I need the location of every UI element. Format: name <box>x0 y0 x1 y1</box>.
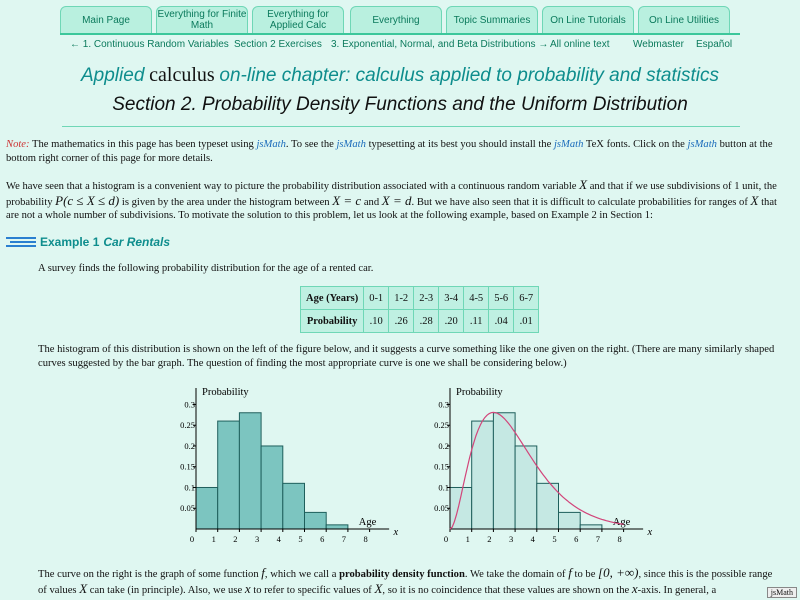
math-var: X <box>374 580 383 596</box>
table-cell: 1-2 <box>389 287 414 310</box>
y-tick-label: 0.05 <box>434 503 449 514</box>
jsmath-term: jsMath <box>687 139 717 150</box>
y-tick-label: 0.15 <box>180 461 195 472</box>
note-paragraph <box>6 138 792 165</box>
tab-finite-math[interactable]: Everything for Finite Math <box>156 6 248 34</box>
table-cell: 4-5 <box>464 287 489 310</box>
tab-online-utilities[interactable]: On Line Utilities <box>638 6 730 34</box>
webmaster-link[interactable]: Webmaster <box>633 39 684 50</box>
intro-text: and that if we use subdivisions of 1 unit, the probability <box>6 181 777 208</box>
math-expr: P(c ≤ X ≤ d) <box>55 192 120 208</box>
x-tick-label: 8 <box>617 534 622 544</box>
table-cell: .28 <box>414 310 439 333</box>
main-nav-tabs <box>60 6 740 34</box>
y-axis-label: Probability <box>456 387 503 398</box>
intro-paragraph <box>6 178 792 223</box>
y-tick-label: 0.25 <box>180 420 195 431</box>
table-cell: 3-4 <box>439 287 464 310</box>
y-tick-label: 0.3 <box>184 399 195 410</box>
histogram-bar <box>239 413 261 529</box>
x-tick-label: 8 <box>363 534 368 544</box>
math-var: x <box>244 580 251 596</box>
table-cell: .26 <box>389 310 414 333</box>
note-text: The mathematics in this page has been typeset using <box>29 139 257 150</box>
section-title: Section 2. Probability Density Functions and the Uniform Distribution <box>112 94 688 115</box>
x-tick-label: 1 <box>211 534 216 544</box>
closing-text: can take (in principle). Also, we use <box>87 584 245 596</box>
note-text: typesetting at its best you should install the <box>365 139 554 150</box>
histogram-chart-left <box>180 382 412 544</box>
histogram-bar <box>493 413 515 529</box>
closing-text: -axis. In general, a <box>637 584 717 596</box>
math-var: f <box>261 565 265 580</box>
tab-topic-summaries[interactable]: Topic Summaries <box>446 6 538 34</box>
example-name: Car Rentals <box>103 235 171 249</box>
espanol-link[interactable]: Español <box>696 39 733 50</box>
x-tick-label: 7 <box>341 534 347 544</box>
y-tick-label: 0.3 <box>438 399 449 410</box>
probability-table <box>300 286 539 333</box>
y-tick-label: 0.1 <box>438 482 449 493</box>
prev-section-link[interactable]: ← 1. Continuous Random Variables <box>70 39 229 50</box>
math-expr: X = c <box>332 192 362 208</box>
y-tick-label: 0.05 <box>180 503 195 514</box>
table-row <box>301 310 539 333</box>
table-row <box>301 287 539 310</box>
x-axis-variable: x <box>393 527 399 538</box>
closing-text: , since this is the possible range of values <box>38 569 773 596</box>
histogram-bar <box>261 446 283 529</box>
x-tick-label: 6 <box>574 534 579 544</box>
histogram-bar <box>305 512 327 529</box>
y-tick-label: 0.25 <box>434 420 449 431</box>
histogram-paragraph: The histogram of this distribution is shown on the left of the figure below, and it suggests a curve something like the one given on the right. (There are many similarly shaped curves suggested by the bar graph. The question of finding the most appropriate curve is one we shall be considering below.) <box>38 344 775 369</box>
closing-text: , which we call a <box>264 569 340 580</box>
math-var: X <box>579 177 588 192</box>
histogram-chart-right <box>434 382 666 544</box>
histogram-bar <box>559 512 581 529</box>
table-cell: .01 <box>514 310 539 333</box>
table-cell: 6-7 <box>514 287 539 310</box>
intro-text: We have seen that a histogram is a convenient way to picture the probability distribution associated with a continuous random variable <box>6 181 580 192</box>
histogram-bar <box>218 421 240 529</box>
y-tick-label: 0.15 <box>434 461 449 472</box>
math-var: x <box>631 580 638 596</box>
table-cell: 2-3 <box>414 287 439 310</box>
exercises-link[interactable]: Section 2 Exercises <box>234 39 322 50</box>
tab-main-page[interactable]: Main Page <box>60 6 152 34</box>
histogram-bar <box>283 483 305 529</box>
x-tick-label: 4 <box>530 534 535 544</box>
chapter-title <box>0 64 800 87</box>
tab-applied-calc[interactable]: Everything for Applied Calc <box>252 6 344 34</box>
x-axis-variable: x <box>647 527 653 538</box>
closing-text: , so it is no coincidence that these values are shown on the <box>382 584 632 596</box>
x-tick-label: 2 <box>233 534 238 544</box>
y-axis-label: Probability <box>202 387 249 398</box>
example-number: Example 1 <box>40 235 100 249</box>
x-tick-label: 2 <box>487 534 492 544</box>
x-axis-label: Age <box>612 517 631 528</box>
table-cell: 5-6 <box>489 287 514 310</box>
sub-nav <box>0 39 800 53</box>
closing-text: . We take the domain of <box>464 569 569 580</box>
math-expr: [0, +∞) <box>598 565 639 580</box>
note-text: TeX fonts. Click on the <box>583 139 688 150</box>
closing-paragraph <box>38 566 773 597</box>
table-header-probability: Probability <box>301 310 364 333</box>
intro-text: . But we have also seen that it is difficult to calculate probabilities for ranges of <box>411 196 751 208</box>
math-expr: X = d <box>381 192 412 208</box>
math-var: f <box>568 565 572 580</box>
x-tick-label: 3 <box>508 534 514 544</box>
closing-text: to be <box>571 569 599 580</box>
table-cell: .11 <box>464 310 489 333</box>
title-divider <box>62 126 740 127</box>
jsmath-link[interactable]: jsMath <box>256 139 286 150</box>
histogram-bar <box>326 525 348 529</box>
x-tick-label: 5 <box>552 534 557 544</box>
table-cell: .04 <box>489 310 514 333</box>
intro-text: and <box>361 196 382 208</box>
jsmath-term: jsMath <box>336 139 366 150</box>
table-cell: 0-1 <box>364 287 389 310</box>
section-lines-icon <box>6 235 36 249</box>
math-var: X <box>79 580 88 596</box>
example-lead: A survey finds the following probability distribution for the age of a rented car. <box>38 263 374 274</box>
note-text: . To see the <box>285 139 337 150</box>
table-cell: .20 <box>439 310 464 333</box>
title-applied: Applied <box>81 65 145 86</box>
y-tick-label: 0.2 <box>184 440 195 451</box>
histogram-bar <box>196 487 218 529</box>
x-tick-label: 6 <box>320 534 325 544</box>
tab-online-tutorials[interactable]: On Line Tutorials <box>542 6 634 34</box>
closing-text: The curve on the right is the graph of some function <box>38 569 262 580</box>
x-tick-label: 0 <box>443 534 449 544</box>
histogram-bar <box>580 525 602 529</box>
jsmath-button[interactable]: jsMath <box>767 587 797 598</box>
all-online-text-link[interactable]: All online text <box>550 39 610 50</box>
x-tick-label: 4 <box>276 534 281 544</box>
x-tick-label: 7 <box>595 534 601 544</box>
table-cell: .10 <box>364 310 389 333</box>
intro-text: that are not a whole number of subdivisions. To motivate the solution to this problem, let us look at the following example, based on Example 2 in Section 1: <box>6 196 778 221</box>
title-calculus: calculus <box>149 64 215 86</box>
next-section-link[interactable]: 3. Exponential, Normal, and Beta Distributions → <box>331 39 549 50</box>
tab-everything[interactable]: Everything <box>350 6 442 34</box>
jsmath-term: jsMath <box>553 139 584 150</box>
math-var: X <box>750 192 759 208</box>
histogram-bar <box>515 446 537 529</box>
table-header-age: Age (Years) <box>301 287 364 310</box>
y-tick-label: 0.2 <box>438 440 449 451</box>
term-pdf: probability density function <box>339 569 465 580</box>
x-tick-label: 3 <box>254 534 260 544</box>
example-heading <box>6 232 170 252</box>
y-tick-label: 0.1 <box>184 482 195 493</box>
note-label: Note: <box>6 139 30 150</box>
x-axis-label: Age <box>358 517 377 528</box>
intro-text: is given by the area under the histogram between <box>119 196 333 208</box>
tab-underline <box>60 33 740 35</box>
x-tick-label: 0 <box>189 534 195 544</box>
x-tick-label: 5 <box>298 534 303 544</box>
title-rest: on-line chapter: calculus applied to probability and statistics <box>219 65 719 86</box>
note-text: button at the bottom right corner of this page for more details. <box>6 139 773 164</box>
closing-text: to refer to specific values of <box>250 584 375 596</box>
x-tick-label: 1 <box>465 534 470 544</box>
